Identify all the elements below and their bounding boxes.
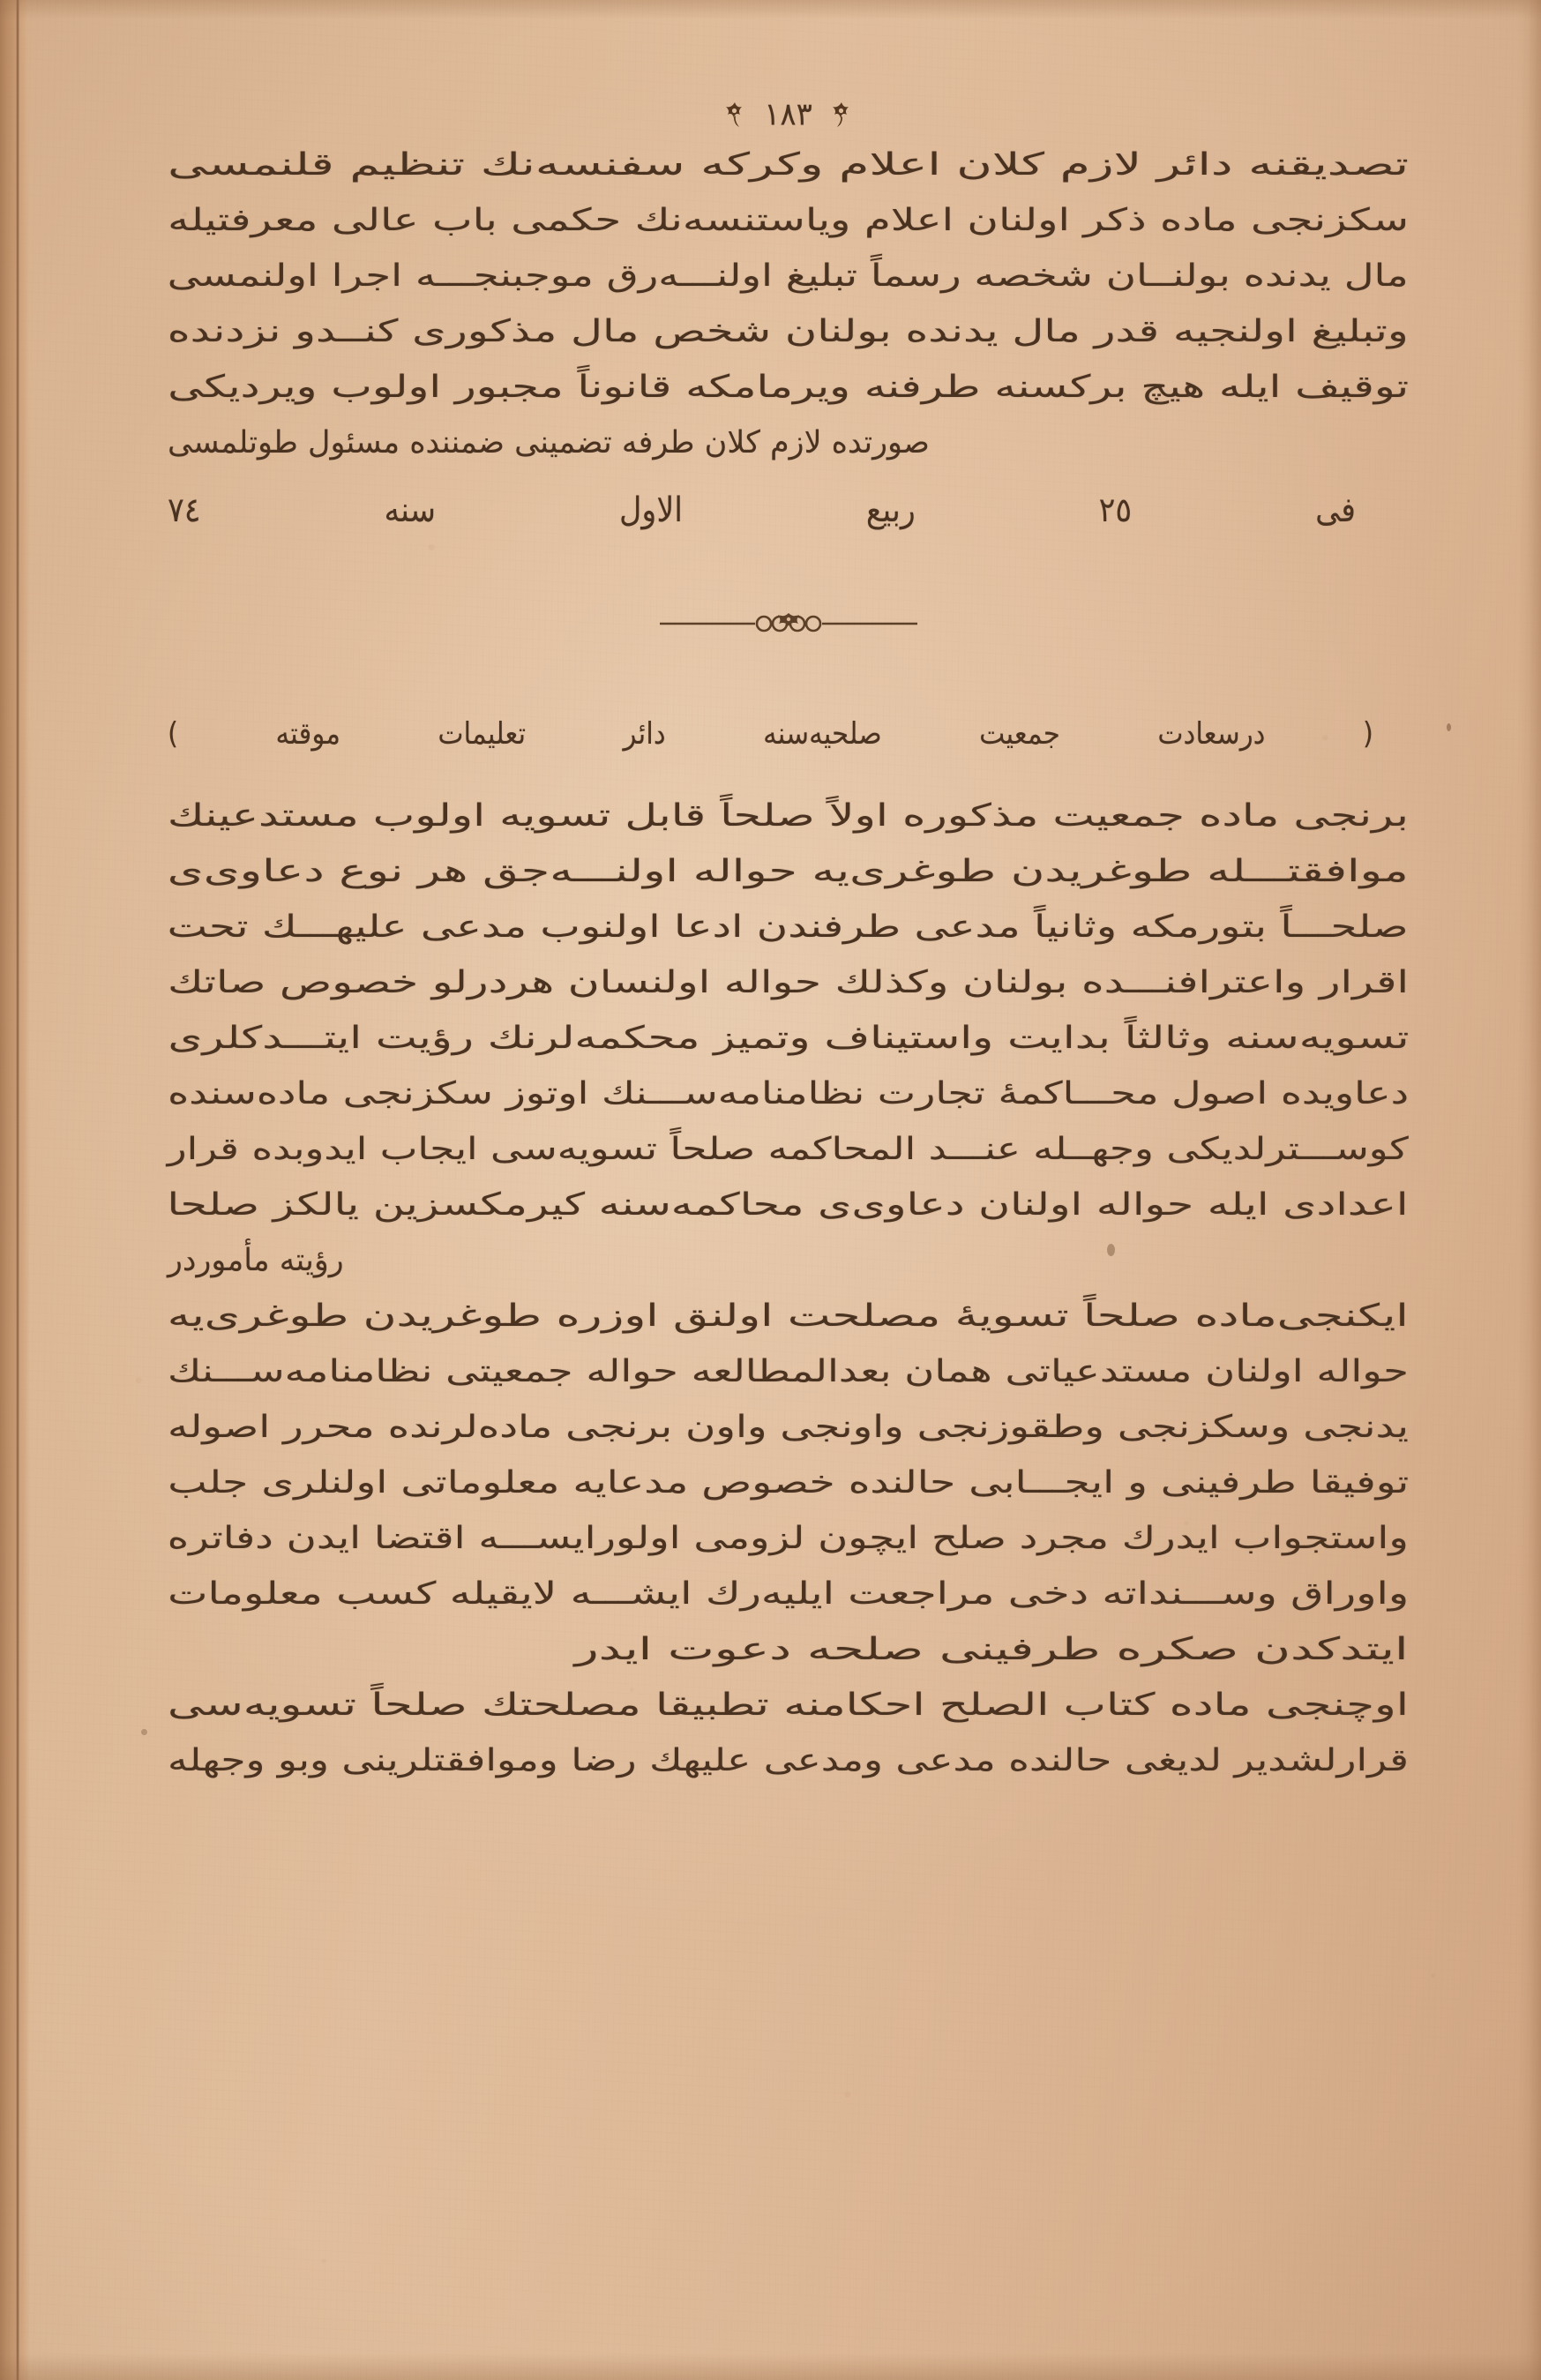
- text-column: [168, 97, 1409, 1789]
- text-line: حواله اولنان مستدعياتى همان بعدالمطالعه حواله جمعيتى نظامنامه‌ســـنك: [168, 1354, 1409, 1389]
- section-one-body: [168, 138, 1409, 471]
- text-line: واستجواب ايدرك مجرد صلح ايچون لزومى اولورايســـه اقتضا ايدن دفاتره: [168, 1521, 1409, 1556]
- text-line-article-eight: سكزنجى ماده ذكر اولنان اعلام وياستنسه‌نك حكمى باب عالى معرفتيله: [168, 203, 1409, 238]
- text-line-article-two-heading: ايكنجى‌ماده صلحاً تسويۀ مصلحت اولنق اوزره طوغريدن طوغرى‌يه: [168, 1299, 1409, 1334]
- bottom-edge-shadow: [0, 2354, 1541, 2380]
- text-line: يدنجى وسكزنجى وطقوزنجى واونجى واون برنجى ماده‌لرنده محرر اصوله: [168, 1410, 1409, 1445]
- text-line: واوراق وســـنداته دخى مراجعت ايليه‌رك ايشـــه لايقيله كسب معلومات: [168, 1576, 1409, 1612]
- top-edge-shadow: [0, 0, 1541, 19]
- ink-speck: [1107, 1244, 1115, 1256]
- floral-ornament-icon: [720, 100, 750, 130]
- article-one: [168, 789, 1409, 1289]
- text-line: مال يدنده بولنــان شخصه رسماً تبليغ اولنـــه‌رق موجبنجـــه اجرا اولنمسى: [168, 258, 1409, 294]
- right-edge-shadow: [1518, 0, 1541, 2380]
- text-line: تصديقنه دائر لازم كلان اعلام وكركه سفنسه‌نك تنظيم قلنمسى: [168, 147, 1409, 183]
- text-line-article-three-heading: اوچنجى ماده كتاب الصلح احكامنه تطبيقا مصلحتك صلحاً تسويه‌سى: [168, 1688, 1409, 1723]
- article-three: [168, 1678, 1409, 1789]
- binding-edge: [0, 0, 30, 2380]
- text-line: موافقتـــله طوغريدن طوغرى‌يه حواله اولنـــه‌جق هر نوع دعاوى‌ى: [168, 854, 1409, 889]
- text-line: تسويه‌سنه وثالثاً بدايت واستيناف وتميز محكمه‌لرنك رؤيت ايتـــدكلرى: [168, 1021, 1409, 1056]
- article-two: [168, 1289, 1409, 1678]
- text-line: وتبليغ اولنجيه قدر مال يدنده بولنان شخص مال مذكورى كنــدو نزدنده: [168, 314, 1409, 349]
- text-line: توقيف ايله هيچ بركسنه طرفنه ويرمامكه قانوناً مجبور اولوب ويرديكى: [168, 370, 1409, 405]
- binding-crease: [16, 0, 19, 2380]
- floral-rule-ornament-icon: [656, 610, 921, 633]
- text-line: اقرار واعترافنـــده بولنان وكذلك حواله اولنسان هردرلو خصوص صاتك: [168, 965, 1409, 1000]
- ink-speck: [141, 1729, 147, 1735]
- section-divider: [168, 610, 1409, 633]
- text-line: دعاويده اصول محـــاكمۀ تجارت نظامنامه‌ســـنك اوتوز سكزنجى ماده‌سنده: [168, 1076, 1409, 1111]
- page-number: ١٨٣: [764, 96, 812, 133]
- text-line-article-one-heading: برنجى ماده جمعيت مذكوره اولاً صلحاً قابل تسويه اولوب مستدعينك: [168, 798, 1409, 834]
- text-line: اعدادى ايله حواله اولنان دعاوى‌ى محاكمه‌سنه كيرمكسزين يالكز صلحا: [168, 1187, 1409, 1223]
- text-line: قرارلشدير لديغى حالنده مدعى ومدعى عليهك رضا وموافقتلرينى وبو وجهله: [168, 1743, 1409, 1778]
- ink-speck: [1447, 723, 1451, 731]
- text-line: صورتده لازم كلان طرفه تضمينى ضمننده مسئول طوتلمسى: [168, 425, 930, 460]
- text-line: كوســـترلديكى وجهــله عنـــد المحاكمه صلحاً تسويه‌سى ايجاب ايدوبده قرار: [168, 1132, 1409, 1167]
- text-line: صلحـــاً بتورمكه وثانياً مدعى طرفندن ادعا اولنوب مدعى عليهـــك تحت: [168, 909, 1409, 945]
- section-title: ( درسعادت جمعيت صلحيه‌سنه دائر تعليمات موقته ): [168, 716, 1373, 752]
- text-line: رؤيته مأموردر: [168, 1243, 344, 1278]
- text-line: ايتدكدن صكره طرفينى صلحه دعوت ايدر: [575, 1632, 1409, 1667]
- floral-ornament-icon: [827, 100, 857, 130]
- date-line: فى ٢٥ ربيع الاول سنه ٧٤: [168, 491, 1356, 530]
- text-line: توفيقا طرفينى و ايجـــابى حالنده خصوص مدعايه معلوماتى اولنلرى جلب: [168, 1465, 1409, 1501]
- page-header: [168, 97, 1409, 132]
